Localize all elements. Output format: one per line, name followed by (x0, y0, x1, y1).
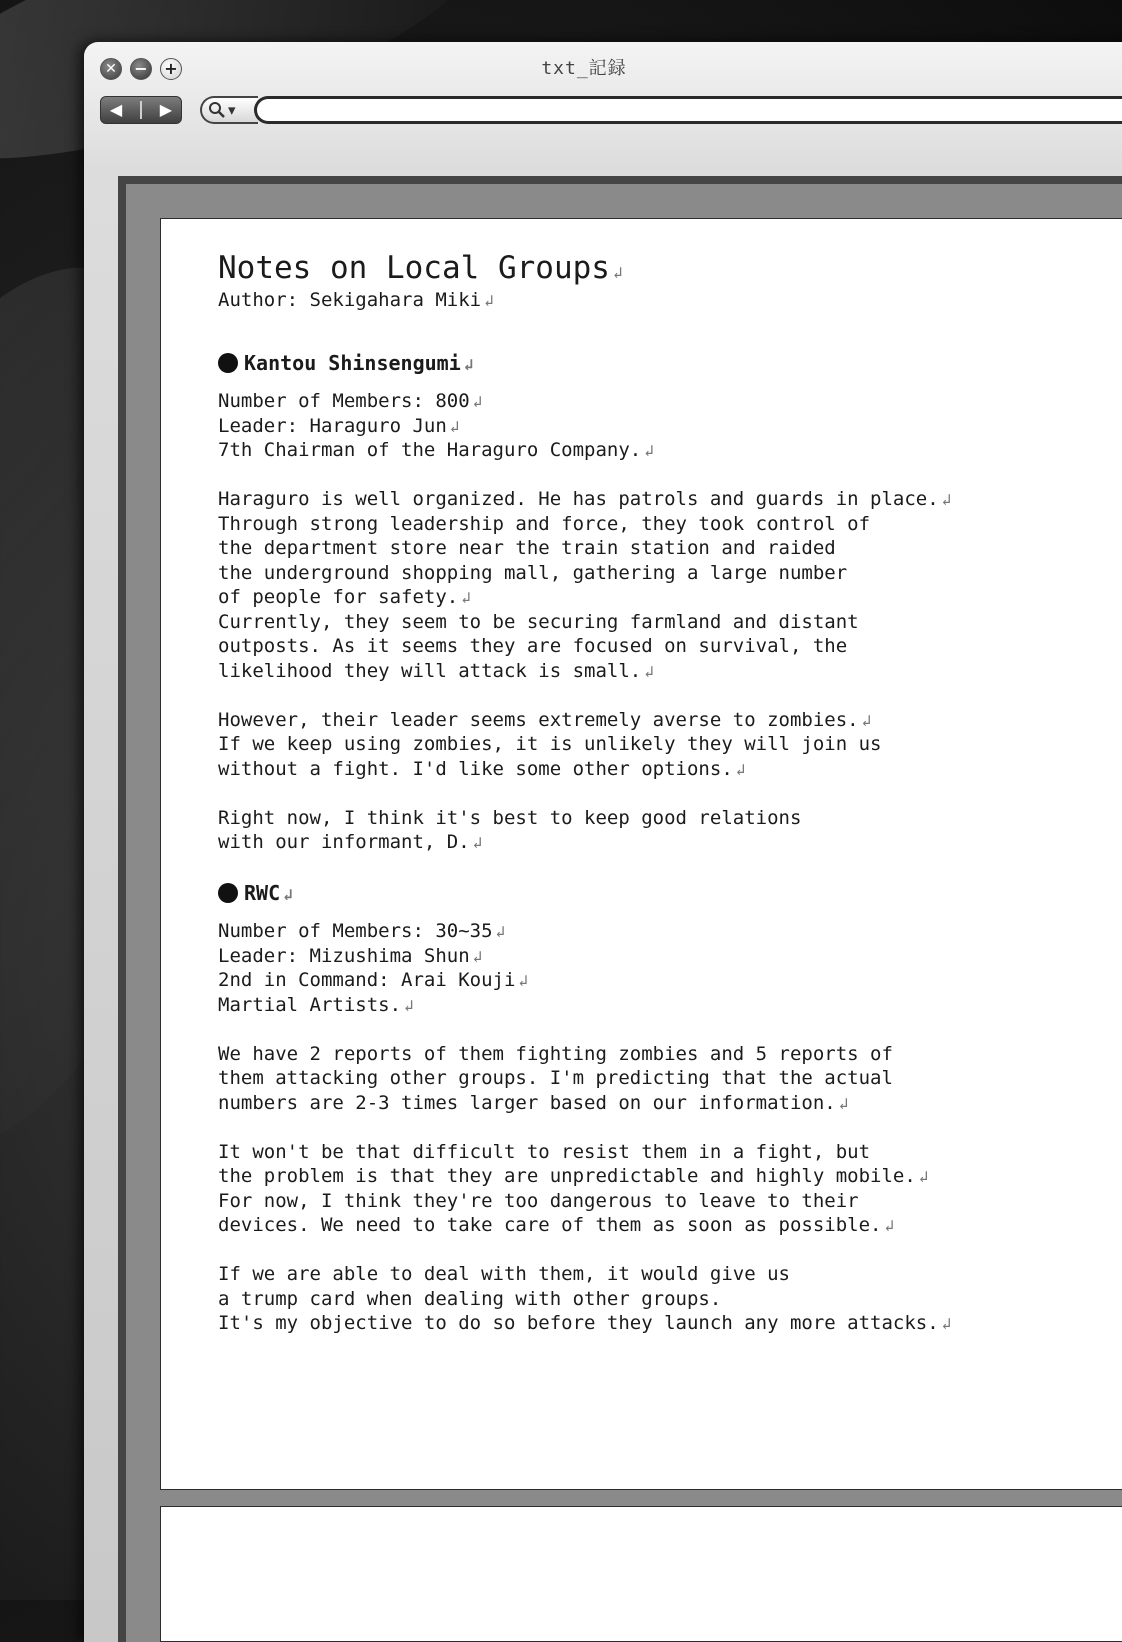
paragraph-line: them attacking other groups. I'm predicting that the actual (218, 1067, 893, 1089)
paragraph-line: outposts. As it seems they are focused on survival, the (218, 635, 848, 657)
maximize-icon: + (164, 59, 178, 78)
info-line: 7th Chairman of the Haraguro Company. ↲ (218, 439, 654, 461)
search-dropdown[interactable] (200, 96, 258, 124)
back-button[interactable]: ◀ (109, 100, 123, 119)
document-frame (118, 176, 1122, 1642)
paragraph-line: with our informant, D. ↲ (218, 831, 483, 853)
document-title: Notes on Local Groups ↲ (218, 250, 623, 286)
info-line: Number of Members: 800 ↲ (218, 390, 483, 412)
section-heading: Kantou Shinsengumi ↲ (218, 349, 1098, 377)
paragraph-line: Currently, they seem to be securing farmland and distant (218, 610, 859, 633)
paragraph-line: without a fight. I'd like some other options. ↲ (218, 757, 746, 780)
browser-window (84, 42, 1122, 1642)
paragraph-line: the department store near the train station and raided (218, 537, 836, 559)
info-line: Number of Members: 30~35 ↲ (218, 920, 506, 942)
toolbar (84, 92, 1122, 132)
info-line: Martial Artists. ↲ (218, 993, 414, 1016)
paragraph-line: Through strong leadership and force, they took control of (218, 512, 871, 535)
document-page (160, 218, 1122, 1490)
paragraph-line: If we are able to deal with them, it would give us (218, 1263, 790, 1285)
navigation-buttons (100, 96, 182, 124)
info-line: Leader: Haraguro Jun ↲ (218, 414, 460, 437)
bullet-icon (218, 883, 238, 903)
forward-button[interactable]: ▶ (159, 100, 173, 119)
paragraph-line: the problem is that they are unpredictable and highly mobile. ↲ (218, 1165, 929, 1187)
close-icon: ✕ (105, 61, 117, 77)
section-heading: RWC ↲ (218, 879, 1098, 907)
address-input[interactable] (254, 96, 1122, 124)
paragraph-line: numbers are 2-3 times larger based on our information. ↲ (218, 1091, 849, 1114)
paragraph-line: It won't be that difficult to resist them in a fight, but (218, 1140, 871, 1163)
window-title: txt_記録 (541, 58, 627, 79)
paragraph-line: It's my objective to do so before they launch any more attacks. ↲ (218, 1312, 952, 1334)
nav-divider (140, 101, 142, 119)
paragraph-line: We have 2 reports of them fighting zombies and 5 reports of (218, 1042, 893, 1065)
paragraph-line: Right now, I think it's best to keep good relations (218, 806, 802, 829)
paragraph-line: If we keep using zombies, it is unlikely they will join us (218, 733, 882, 755)
document-body (218, 248, 1098, 1360)
info-line: 2nd in Command: Arai Kouji ↲ (218, 969, 529, 991)
paragraph-line: of people for safety. ↲ (218, 586, 471, 608)
bullet-icon (218, 353, 238, 373)
paragraph-line: However, their leader seems extremely averse to zombies. ↲ (218, 708, 872, 731)
minimize-icon: − (134, 59, 148, 78)
paragraph-line: For now, I think they're too dangerous to leave to their (218, 1189, 859, 1212)
paragraph-line: Haraguro is well organized. He has patrols and guards in place. ↲ (218, 488, 952, 510)
document-author: Author: Sekigahara Miki ↲ (218, 289, 494, 311)
paragraph-line: likelihood they will attack is small. ↲ (218, 659, 654, 682)
document-frame-inner (126, 184, 1122, 1642)
paragraph-line: a trump card when dealing with other groups. (218, 1287, 722, 1310)
paragraph-line: the underground shopping mall, gathering a large number (218, 561, 848, 584)
paragraph-line: devices. We need to take care of them as soon as possible. ↲ (218, 1214, 895, 1236)
info-line: Leader: Mizushima Shun ↲ (218, 944, 483, 967)
next-page (160, 1506, 1122, 1642)
chevron-down-icon: ▾ (228, 101, 236, 119)
search-icon (208, 101, 226, 119)
title-bar (84, 42, 1122, 92)
